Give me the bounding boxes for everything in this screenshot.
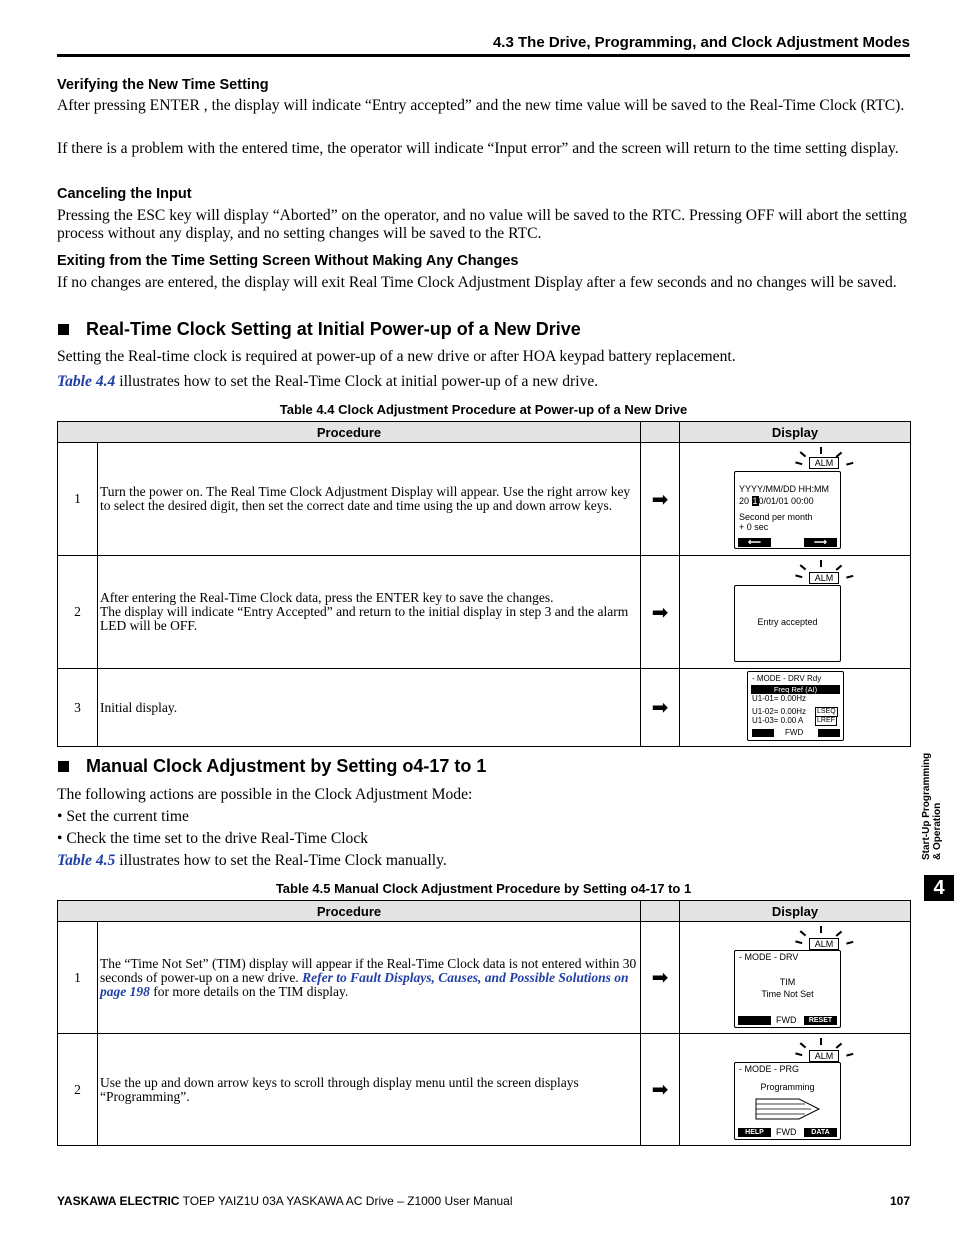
column-header-blank [641,422,680,443]
paragraph-manual-2 [57,852,912,870]
display-cell [680,443,911,556]
alm-led-indicator: ALM [809,457,839,469]
lcd-line: - MODE - PRG [739,1064,799,1074]
step-description [98,556,641,669]
led-ray-icon [795,1053,802,1056]
lcd-screen [734,585,841,662]
led-ray-icon [800,565,806,571]
led-ray-icon [836,931,842,937]
lcd-text: 20 [739,496,752,506]
footer-brand: YASKAWA ELECTRIC [57,1194,180,1208]
led-ray-icon [800,452,806,458]
paragraph-manual-1: The following actions are possible in the Clock Adjustment Mode: [57,786,473,803]
table-row [58,1034,911,1146]
programming-menu-icon [755,1098,821,1120]
step-description-line: After entering the Real-Time Clock data, press the ENTER key to save the changes. [100,590,554,605]
led-ray-icon [800,1043,806,1049]
lcd-line: YYYY/MM/DD HH:MM [739,484,829,494]
led-ray-icon [820,447,822,454]
right-arrow-key-icon: ⟶ [804,538,837,547]
display-cell [680,1034,911,1146]
arrow-right-icon: ➡ [641,443,680,556]
page-header-title: 4.3 The Drive, Programming, and Clock Adjustment Modes [492,34,910,51]
led-ray-icon [846,462,853,465]
heading-canceling: Canceling the Input [57,186,192,202]
table-4-5-link[interactable]: Table 4.5 [57,852,116,869]
lcd-screen [734,1062,841,1140]
paragraph-rtc-2 [57,373,912,391]
led-ray-icon [846,941,853,944]
led-ray-icon [846,1053,853,1056]
bullet-item: • Set the current time [57,808,189,825]
lcd-line: U1-02= 0.00Hz [752,707,807,716]
page-footer [57,1194,513,1208]
bullet-item: • Check the time set to the drive Real-Time Clock [57,830,369,847]
column-header-procedure: Procedure [58,901,641,922]
data-key: DATA [804,1128,837,1137]
lcd-cursor: 1 [752,496,758,506]
column-header-display: Display [680,901,911,922]
table-4-4-link[interactable]: Table 4.4 [57,373,116,390]
step-number: 2 [58,556,98,669]
column-header-display: Display [680,422,911,443]
paragraph-exit: If no changes are entered, the display will exit Real Time Clock Adjustment Display after a few seconds and no changes will be saved. [57,274,897,291]
lcd-line: Second per month [739,512,813,522]
display-cell [680,669,911,747]
lcd-line: TIM [779,977,796,987]
step-number: 1 [58,443,98,556]
page-number: 107 [889,1194,910,1208]
chapter-tab: 4 [924,875,954,901]
step-description: Initial display. [98,669,641,747]
step-number: 2 [58,1034,98,1146]
function-key-right [818,729,840,737]
lseq-indicator: LSEQ [817,708,836,715]
step-number: 1 [58,922,98,1034]
column-header-blank [641,901,680,922]
led-ray-icon [820,1038,822,1045]
display-cell [680,922,911,1034]
lcd-highlight-line: Freq Ref (AI) [751,685,840,694]
lcd-line: FWD [776,1015,797,1025]
section-bullet-square [58,324,69,335]
lcd-line: FWD [785,728,804,737]
paragraph-cancel: Pressing the ESC key will display “Aborted” on the operator, and no value will be saved to the RTC. Pressing OFF will abort the setting process without any display, and no setting changes will be saved to the RTC. [57,207,907,242]
function-key-left [738,1016,771,1025]
led-ray-icon [820,926,822,933]
table-4-4 [57,421,911,747]
lcd-screen [747,671,844,741]
lcd-line: - MODE - DRV Rdy [752,674,822,683]
led-ray-icon [820,560,822,567]
lcd-line: Programming [760,1082,815,1092]
paragraph-verify-1: After pressing ENTER , the display will indicate “Entry accepted” and the new time value will be saved to the Real-Time Clock (RTC). [57,97,905,114]
led-ray-icon [836,565,842,571]
lcd-screen [734,471,841,549]
heading-verifying: Verifying the New Time Setting [57,77,269,93]
led-ray-icon [800,931,806,937]
section-heading-manual-text: Manual Clock Adjustment by Setting o4-17 to 1 [86,756,487,776]
table-4-4-caption: Table 4.4 Clock Adjustment Procedure at Power-up of a New Drive [279,402,688,417]
lcd-line: U1-03= 0.00 A [752,716,804,725]
paragraph-verify-2: If there is a problem with the entered time, the operator will indicate “Input error” and the screen will return to the time setting display. [57,140,899,157]
table-row [58,922,911,1034]
footer-text: TOEP YAIZ1U 03A YASKAWA AC Drive – Z1000 User Manual [179,1194,513,1208]
lcd-line: U1-01= 0.00Hz [752,694,807,703]
table-4-5 [57,900,911,1146]
alm-led-indicator: ALM [809,572,839,584]
section-heading-rtc-text: Real-Time Clock Setting at Initial Power-up of a New Drive [86,319,581,339]
led-ray-icon [846,575,853,578]
step-description: Use the up and down arrow keys to scroll through display menu until the screen displays “Programming”. [98,1034,641,1146]
table-row [58,556,911,669]
alm-led-indicator: ALM [809,938,839,950]
heading-exiting: Exiting from the Time Setting Screen Without Making Any Changes [57,253,519,269]
side-tab-line: Start-Up Programming [921,752,932,860]
step-description: Turn the power on. The Real Time Clock Adjustment Display will appear. Use the right arrow key to select the desired digit, then set the correct date and time using the up and down arrow keys. [98,443,641,556]
lcd-line: - MODE - DRV [739,952,799,962]
led-ray-icon [795,941,802,944]
arrow-right-icon: ➡ [641,669,680,747]
led-ray-icon [795,575,802,578]
step-description [98,922,641,1034]
lcd-line: Time Not Set [761,989,814,999]
lcd-line: + 0 sec [739,522,769,532]
step-number: 3 [58,669,98,747]
lref-indicator: LREF [817,717,835,724]
header-rule [57,54,910,57]
section-heading-rtc [57,319,581,340]
lcd-line: Entry accepted [757,617,818,627]
lcd-line: FWD [776,1127,797,1137]
function-key-left [752,729,774,737]
reset-key: RESET [804,1016,837,1025]
lcd-line [739,496,814,506]
led-ray-icon [836,1043,842,1049]
section-heading-manual [57,756,486,777]
section-bullet-square [58,761,69,772]
arrow-right-icon: ➡ [641,1034,680,1146]
display-cell [680,556,911,669]
lcd-screen [734,950,841,1028]
step-description-text: The “Time Not Set” (TIM) display will appear if the Real-Time Clock data is not entered within 30 seconds of power-up on a new drive. [100,955,637,985]
side-tab-label [921,720,943,860]
help-key: HELP [738,1128,771,1137]
left-arrow-key-icon: ⟵ [738,538,771,547]
side-tab-line: & Operation [932,802,943,860]
table-4-5-caption: Table 4.5 Manual Clock Adjustment Procedure by Setting o4-17 to 1 [275,881,692,896]
column-header-procedure: Procedure [58,422,641,443]
table-row [58,669,911,747]
arrow-right-icon: ➡ [641,556,680,669]
lcd-text: 0/01/01 00:00 [758,496,814,506]
led-ray-icon [795,462,802,465]
alm-led-indicator: ALM [809,1050,839,1062]
table-row [58,443,911,556]
fault-displays-reference-link[interactable]: Refer to Fault Displays, Causes, and Possible Solutions on page 198 [100,969,629,999]
paragraph-rtc-2-text: illustrates how to set the Real-Time Clock at initial power-up of a new drive. [115,373,599,390]
paragraph-manual-2-text: illustrates how to set the Real-Time Clock manually. [115,852,447,869]
step-description-line: The display will indicate “Entry Accepted” and return to the initial display in step 3 and the alarm LED will be OFF. [100,604,629,633]
paragraph-rtc-1: Setting the Real-time clock is required at power-up of a new drive or after HOA keypad battery replacement. [57,348,736,365]
arrow-right-icon: ➡ [641,922,680,1034]
step-description-text: for more details on the TIM display. [149,983,349,999]
